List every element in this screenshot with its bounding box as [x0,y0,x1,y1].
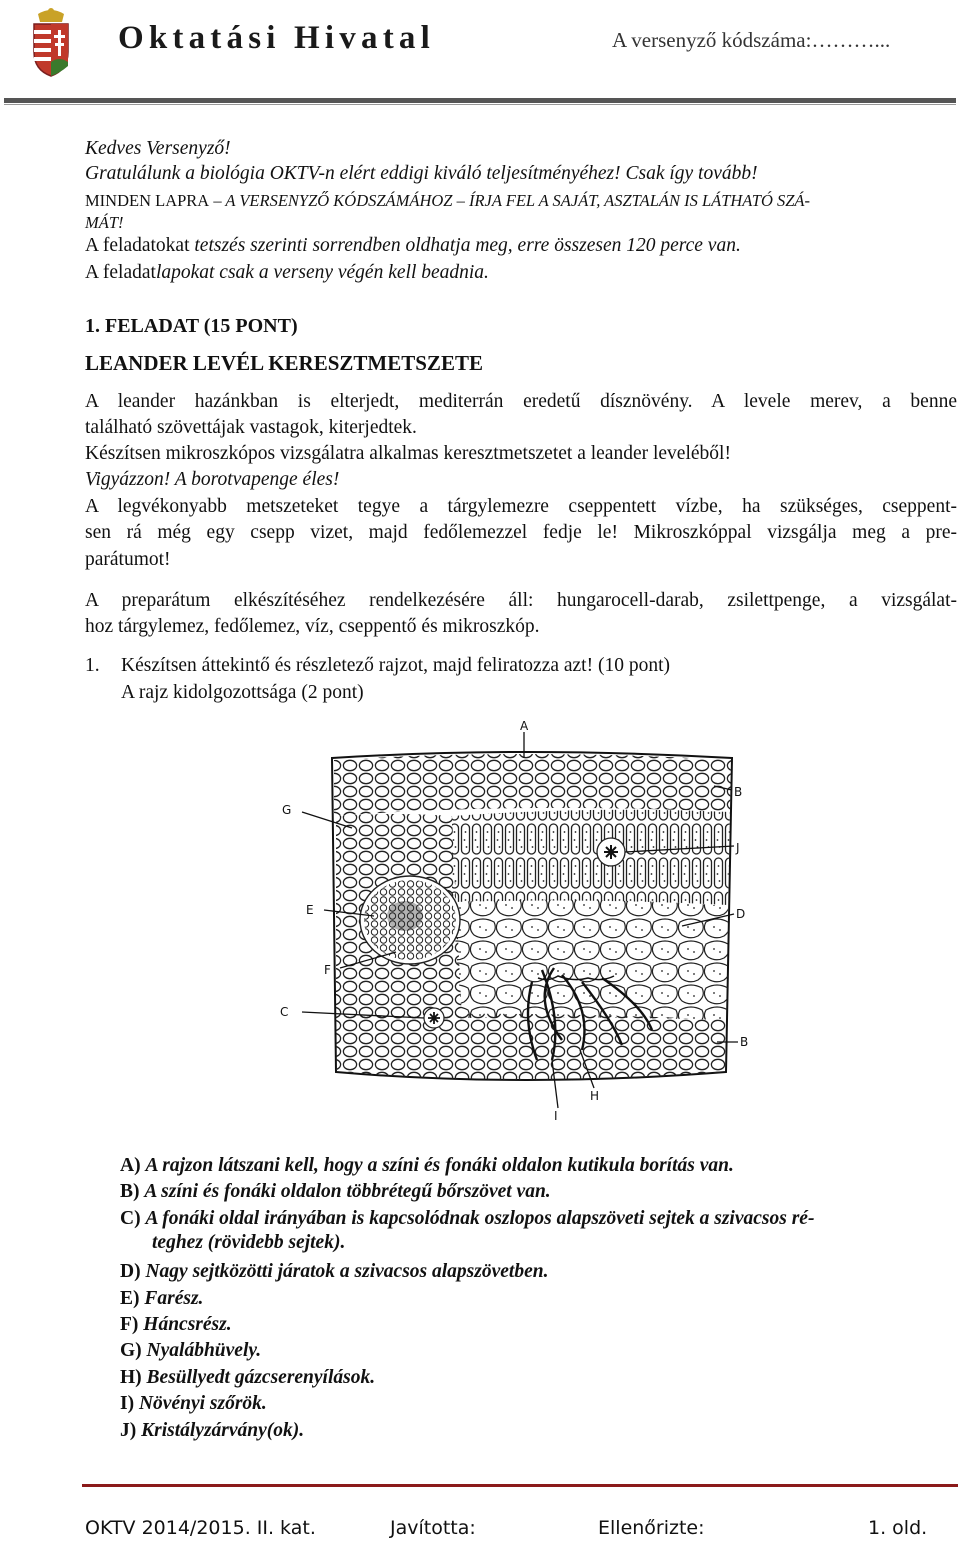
safety-warning: Vigyázzon! A borotvapenge éles! [85,469,340,490]
label-j: J [736,841,740,855]
task-number-title: 1. FELADAT (15 PONT) [85,315,298,337]
task-paragraph-3-line3: parátumot! [85,549,171,570]
label-e: E [306,903,314,917]
greeting: Kedves Versenyző! [85,138,231,159]
order-instruction: A feladatokat tetszés szerinti sorrendben oldhatja meg, erre összesen 120 perce van. [85,235,741,256]
legend-item-j: J) Kristályzárvány(ok). [120,1420,305,1441]
label-b-top: B [734,785,743,799]
legend-item-f: F) Háncsrész. [120,1314,232,1335]
header-divider-thin [4,104,956,105]
legend-item-c: C) A fonáki oldal irányában is kapcsolódnak oszlopos alapszöveti sejtek a szivacsos ré- [120,1208,815,1229]
footer-corrected-by: Javította: [390,1517,476,1539]
task-paragraph-1-line2: található szövettájak vastagok, kiterjedtek. [85,417,417,438]
task-title: LEANDER LEVÉL KERESZTMETSZETE [85,351,483,375]
task-paragraph-4-line2: hoz tárgylemez, fedőlemez, víz, cseppentő és mikroszkóp. [85,616,540,637]
submit-instruction: A feladatlapokat csak a verseny végén kell beadnia. [85,262,489,283]
legend-item-d: D) Nagy sejtközötti járatok a szivacsos alapszövetben. [120,1261,549,1282]
question-text: Készítsen áttekintő és részletező rajzot, majd feliratozza azt! (10 pont) [121,655,670,676]
label-h: H [590,1089,600,1103]
question-subtext: A rajz kidolgozottsága (2 pont) [121,682,364,703]
label-b-bottom: B [740,1035,749,1049]
congrats-text: Gratulálunk a biológia OKTV-n elért eddigi kiváló teljesítményéhez! Csak így tovább! [85,163,758,184]
label-c: C [280,1005,289,1019]
footer-divider [82,1484,958,1487]
label-i: I [554,1109,558,1123]
legend-item-b: B) A színi és fonáki oldalon többrétegű bőrszövet van. [120,1181,551,1202]
legend-item-e: E) Farész. [120,1288,204,1309]
legend-item-g: G) Nyalábhüvely. [120,1340,262,1361]
coat-of-arms-logo [28,6,74,78]
legend-item-h: H) Besüllyedt gázcserenyílások. [120,1367,376,1388]
footer-exam: OKTV 2014/2015. II. kat. [85,1517,316,1539]
task-paragraph-4-line1: A preparátum elkészítéséhez rendelkezésére áll: hungarocell-darab, zsilettpenge, a vizsgálat- [85,590,957,611]
label-g: G [282,803,292,817]
label-f: F [324,963,331,977]
label-a: A [520,720,529,733]
legend-item-c-continued: teghez (rövidebb sejtek). [152,1232,346,1253]
competitor-code-label: A versenyző kódszáma:………... [612,28,891,52]
question-number: 1. [85,655,100,676]
caps-instruction-line1: MINDEN LAPRA – A VERSENYZŐ KÓDSZÁMÁHOZ – ÍRJA FEL A SAJÁT, ASZTALÁN IS LÁTHATÓ SZÁ- [85,191,810,210]
task-paragraph-1-line1: A leander hazánkban is elterjedt, mediterrán eredetű dísznövény. A levele merev, a benne [85,391,957,412]
legend-item-i: I) Növényi szőrök. [120,1393,267,1414]
organization-name: Oktatási Hivatal [118,20,435,56]
header-divider [4,98,956,103]
legend-item-a: A) A rajzon látszani kell, hogy a színi és fonáki oldalon kutikula borítás van. [120,1155,734,1176]
task-paragraph-3-line1: A legvékonyabb metszeteket tegye a tárgylemezre cseppentett vízbe, ha szükséges, cseppent- [85,496,957,517]
footer-page-number: 1. old. [868,1517,928,1539]
leaf-cross-section-diagram [262,720,782,1130]
task-paragraph-3-line2: sen rá még egy csepp vizet, majd fedőlemezzel fedje le! Mikroszkóppal vizsgálja meg a pre- [85,522,957,543]
label-d: D [736,907,746,921]
caps-instruction-line2: MÁT! [85,213,124,232]
task-paragraph-2: Készítsen mikroszkópos vizsgálatra alkalmas keresztmetszetet a leander leveléből! [85,443,731,464]
footer-checked-by: Ellenőrizte: [598,1517,705,1539]
